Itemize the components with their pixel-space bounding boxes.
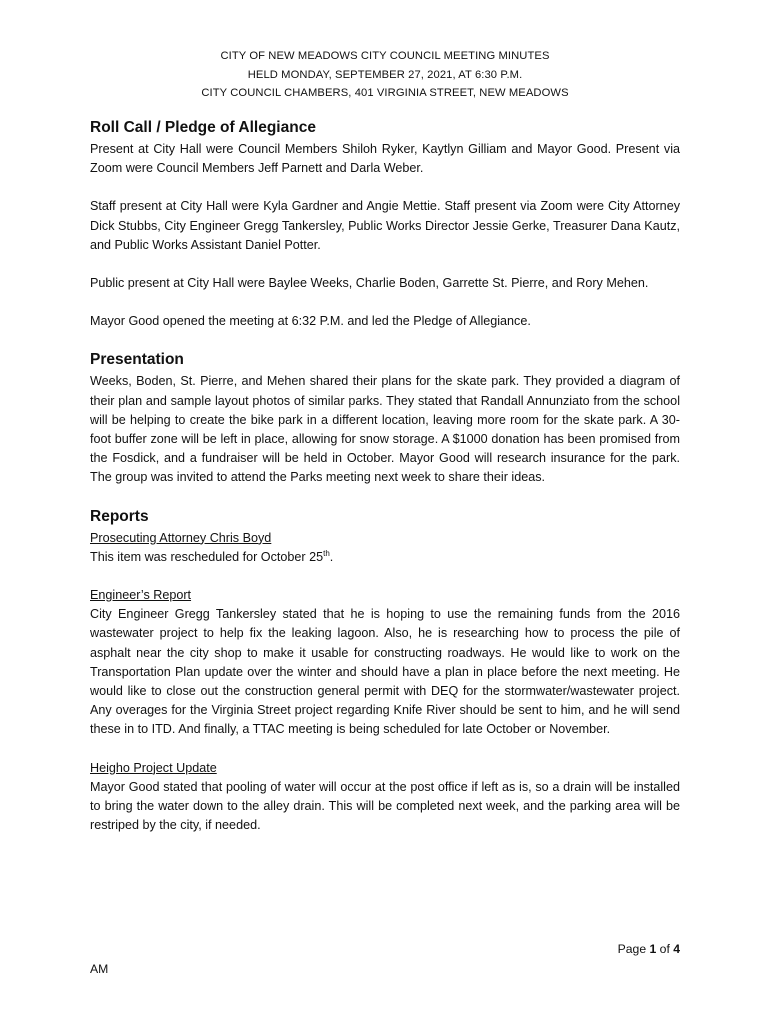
subheading-heigho-project: Heigho Project Update (90, 760, 217, 775)
page-of: of (656, 942, 674, 956)
section-title-reports: Reports (90, 507, 149, 525)
page-prefix: Page (617, 942, 650, 956)
heigho-project-text: Mayor Good stated that pooling of water will occur at the post office if left as is, so a drain will be installed to bring the water down to the alley drain. This will be completed next week, and the parking area will be restriped by the city, if needed. (90, 779, 680, 833)
section-title-presentation: Presentation (90, 351, 184, 369)
header-line-3: CITY COUNCIL CHAMBERS, 401 VIRGINIA STREET, NEW MEADOWS (201, 87, 569, 99)
page-total: 4 (673, 942, 680, 956)
prosecuting-attorney-text (90, 548, 680, 567)
roll-call-paragraph-3: Public present at City Hall were Baylee Weeks, Charlie Boden, Garrette St. Pierre, and Rory Mehen. (90, 276, 649, 291)
minutes-header (0, 47, 770, 103)
engineer-report-text: City Engineer Gregg Tankersley stated that he is hoping to use the remaining funds from the 2016 wastewater project to help fix the leaking lagoon. Also, he is researching how to process the pile of asphalt near the city shop to make it usable for constructing roadways. He would like to work on the Transportation Plan update over the winter and should have a plan in place before the next meeting. He would like to close out the construction general permit with DEQ for the stormwater/wastewater project. Any overages for the Virginia Street project regarding Knife River should be sent to him, and he will send these in to ITD. And finally, a TTAC meeting is being scheduled for late October or November. (90, 607, 680, 737)
prosecuting-text: This item was rescheduled for October 25 (90, 549, 324, 564)
page-current: 1 (649, 942, 657, 956)
page-number (618, 942, 680, 956)
roll-call-paragraph-4: Mayor Good opened the meeting at 6:32 P.M. and led the Pledge of Allegiance. (90, 314, 531, 329)
section-title-roll-call: Roll Call / Pledge of Allegiance (90, 119, 316, 136)
prosecuting-tail: . (329, 549, 334, 564)
roll-call-paragraph-2: Staff present at City Hall were Kyla Gardner and Angie Mettie. Staff present via Zoom were City Attorney Dick Stubbs, City Engineer Gregg Tankersley, Public Works Director Jessie Gerke, Treasurer Dana Kautz, and Public Works Assistant Daniel Potter. (90, 199, 680, 252)
minutes-body (90, 114, 680, 835)
subheading-prosecuting-attorney: Prosecuting Attorney Chris Boyd (90, 530, 272, 545)
header-line-1: CITY OF NEW MEADOWS CITY COUNCIL MEETING MINUTES (220, 50, 550, 62)
header-line-2: HELD MONDAY, SEPTEMBER 27, 2021, AT 6:30 P.M. (247, 68, 523, 81)
roll-call-paragraph-1: Present at City Hall were Council Members Shiloh Ryker, Kaytlyn Gilliam and Mayor Good. Present via Zoom were Council Members Jeff Parnett and Darla Weber. (90, 142, 680, 176)
ordinal-suffix: th (323, 548, 330, 558)
footer-initials: AM (90, 962, 109, 976)
subheading-engineer-report: Engineer’s Report (90, 588, 192, 603)
presentation-paragraph: Weeks, Boden, St. Pierre, and Mehen shared their plans for the skate park. They provided a diagram of their plan and sample layout photos of similar parks. They stated that Randall Annunziato from the school will be helping to create the bike park in a different location, leaving more room for the skate park. A 30-foot buffer zone will be left in place, allowing for snow storage. A $1000 donation has been promised from the Fosdick, and a fundraiser will be held in October. Mayor Good will research insurance for the park. The group was invited to attend the Parks meeting next week to share their ideas. (90, 374, 680, 485)
